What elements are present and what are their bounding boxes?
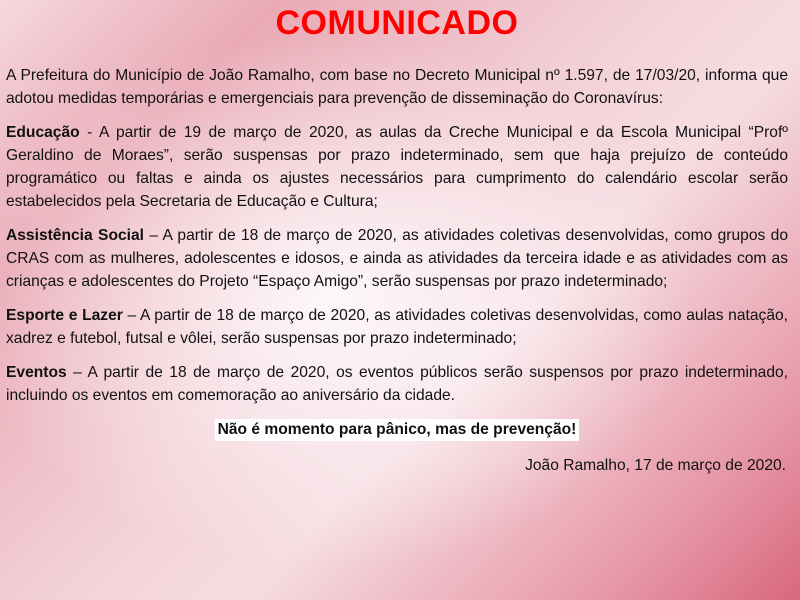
slogan-container bbox=[6, 419, 788, 441]
section-text: A partir de 18 de março de 2020, as atividades coletivas desenvolvidas, como grupos do CRAS com as mulheres, adolescentes e idosos, e ainda as atividades da terceira idade e as atividades com as crianças e adolescentes do Projeto “Espaço Amigo”, serão suspensas por prazo indeterminado; bbox=[6, 227, 788, 290]
section-text: A partir de 18 de março de 2020, as atividades coletivas desenvolvidas, como aulas natação, xadrez e futebol, futsal e vôlei, serão suspensas por prazo indeterminado; bbox=[6, 307, 788, 347]
notice-title: COMUNICADO bbox=[275, 4, 519, 42]
section-separator: - bbox=[79, 124, 99, 141]
section-esporte-lazer bbox=[6, 304, 788, 350]
section-separator: – bbox=[122, 307, 140, 324]
section-assistencia-social bbox=[6, 224, 788, 293]
section-heading: Educação bbox=[6, 124, 80, 141]
section-text: A partir de 19 de março de 2020, as aulas da Creche Municipal e da Escola Municipal “Profº Geraldino de Moraes”, serão suspensas por prazo indeterminado, sem que haja prejuízo de conteúdo programático ou faltas e ainda os ajustes necessários para cumprimento do calendário escolar serão estabelecidos pela Secretaria de Educação e Cultura; bbox=[6, 124, 789, 210]
section-eventos bbox=[6, 361, 788, 407]
intro-paragraph: A Prefeitura do Município de João Ramalho, com base no Decreto Municipal nº 1.597, de 17/03/20, informa que adotou medidas temporárias e emergenciais para prevenção de disseminação do Coronavírus: bbox=[6, 67, 788, 107]
section-educacao bbox=[6, 121, 788, 213]
section-separator: – bbox=[143, 227, 163, 244]
section-heading: Esporte e Lazer bbox=[6, 307, 123, 324]
section-heading: Eventos bbox=[6, 364, 67, 381]
signature-line: João Ramalho, 17 de março de 2020. bbox=[525, 457, 786, 474]
section-text: A partir de 18 de março de 2020, os eventos públicos serão suspensos por prazo indeterminado, incluindo os eventos em comemoração ao aniversário da cidade. bbox=[6, 364, 788, 404]
section-heading: Assistência Social bbox=[6, 227, 144, 244]
slogan-banner: Não é momento para pânico, mas de prevenção! bbox=[215, 419, 580, 441]
section-separator: – bbox=[66, 364, 88, 381]
